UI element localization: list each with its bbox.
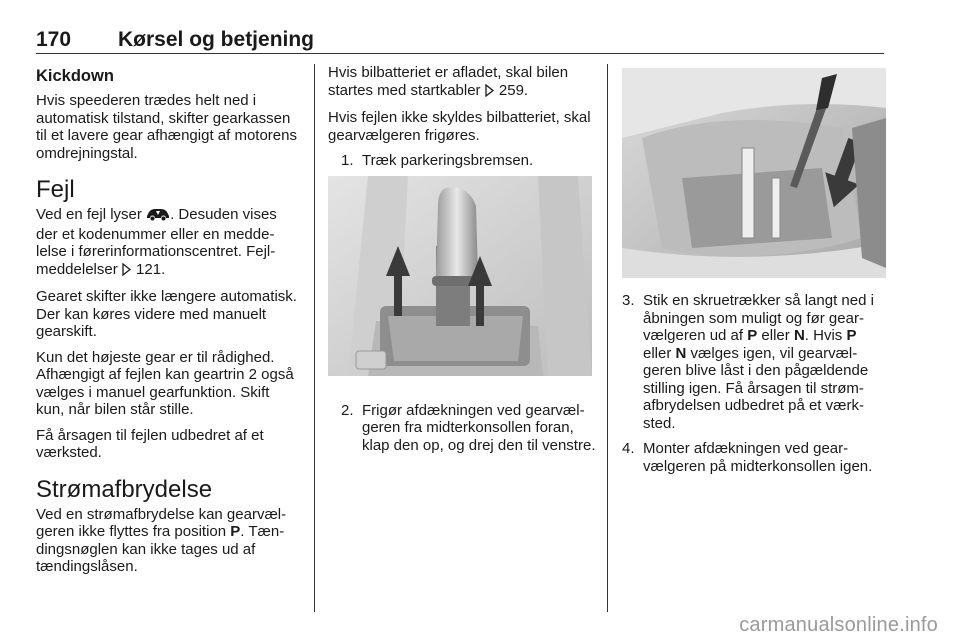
chapter-title: Kørsel og betjening: [118, 28, 315, 51]
step-2: 2. Frigør afdækningen ved gearvælgeren fra midterkonsollen foran, klap den op, og drej den til venstre.: [341, 401, 596, 454]
step-1: 1. Træk parkeringsbremsen.: [341, 152, 534, 169]
page-number: 170: [36, 28, 72, 51]
column-left: [36, 64, 300, 584]
release-paragraph: Hvis fejlen ikke skyldes bilbatteriet, skal gearvælgeren frigøres.: [328, 109, 591, 144]
battery-paragraph: Hvis bilbatteriet er afladet, skal bilen startes med startkabler 259.: [328, 64, 596, 101]
column-divider: [607, 64, 608, 612]
kickdown-text: Hvis speederen trædes helt ned i automatisk tilstand, skifter gearkassen til et lavere gear afhængigt af motorens omdrejningstal.: [36, 92, 297, 162]
watermark: carmanualsonline.info: [739, 614, 938, 636]
page-header: [36, 22, 884, 54]
page-reference-arrow-icon: [485, 84, 495, 102]
header-rule: [36, 53, 884, 54]
column-right: [622, 64, 886, 483]
fejl-paragraph: Få årsagen til fejlen udbedret af et værksted.: [36, 426, 264, 461]
fejl-paragraph: Ved en fejl lyser . Desuden vises der et kodenummer eller en meddelelse i førerinformationscentret. Fejlmeddelelser 121.: [36, 206, 300, 280]
column-middle: [328, 64, 596, 462]
fejl-paragraph: Kun det højeste gear er til rådighed. Afhængigt af fejlen kan geartrin 2 også vælges i manuel gearfunktion. Skift kun, når bilen står stille.: [36, 348, 294, 418]
fejl-heading: Fejl: [36, 176, 75, 203]
kickdown-heading: Kickdown: [36, 67, 114, 85]
car-transmission-fault-icon: [146, 207, 170, 226]
screwdriver-photo: [622, 68, 886, 278]
stromafbrydelse-heading: Strømafbrydelse: [36, 475, 213, 503]
gear-selector-photo: [328, 176, 592, 376]
stromafbrydelse-paragraph: Ved en strømafbrydelse kan gearvælgeren ikke flyttes fra position P. Tændingsnøglen kan ikke tages ud af tændingslåsen.: [36, 505, 287, 575]
step-4: 4. Monter afdækningen ved gearvælgeren på midterkonsollen igen.: [622, 440, 873, 475]
page-reference-arrow-icon: [122, 263, 132, 281]
column-divider: [314, 64, 315, 612]
step-3: 3. Stik en skruetrækker så langt ned i åbningen som muligt og før gearvælgeren ud af P eller N. Hvis P eller N vælges igen, vil gearvælgeren blive låst i den pågældende stilling igen. Få årsagen til strømafbrydelsen udbedret på et værksted.: [622, 292, 874, 432]
fejl-paragraph: Gearet skifter ikke længere automatisk. Der kan køres videre med manuelt gearskift.: [36, 288, 297, 340]
